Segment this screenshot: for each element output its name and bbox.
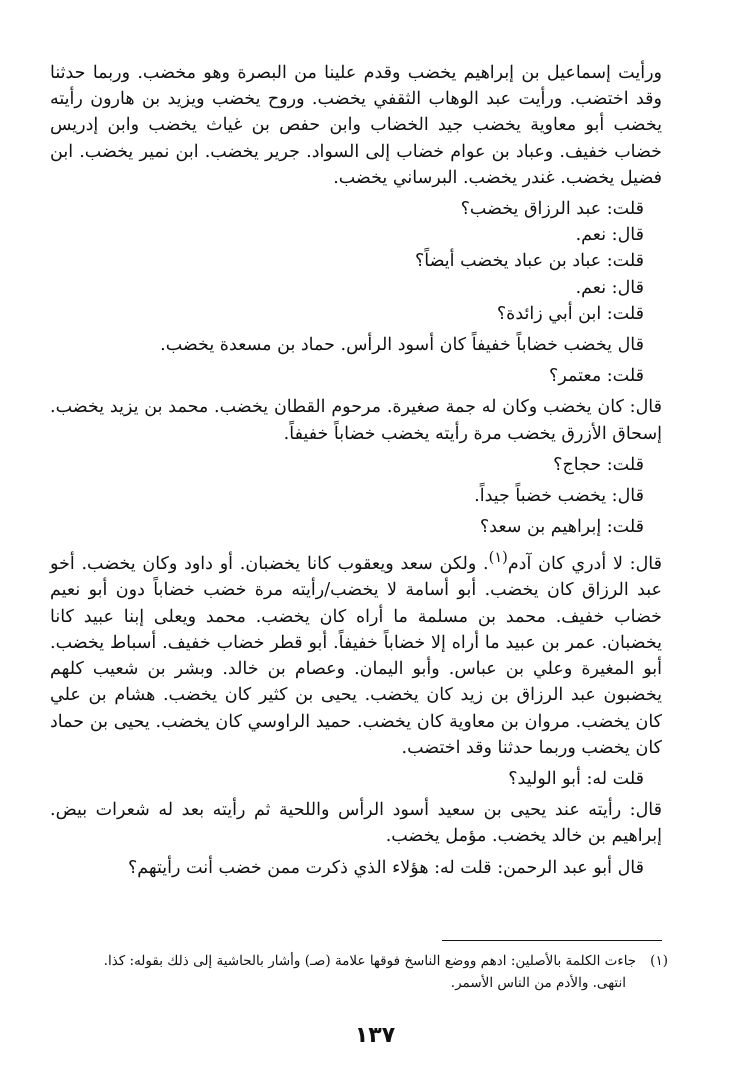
footnote-text-continued: انتهى. والأدم من الناس الأسمر. xyxy=(450,975,626,991)
dialogue-line: قال: يخضب خضباً جيداً. xyxy=(474,486,644,507)
footnote-text: جاءت الكلمة بالأصلين: ادهم ووضع الناسخ فوقها علامة (صـ) وأشار بالحاشية إلى ذلك بقوله: كذا. xyxy=(103,953,637,969)
footnote-line xyxy=(48,950,668,972)
dialogue-line: قلت: عبد الرزاق يخضب؟ xyxy=(460,199,644,220)
footnote-marker: (١) xyxy=(488,549,508,567)
dialogue-line: قلت: إبراهيم بن سعد؟ xyxy=(479,517,644,538)
dialogue-line: قال: نعم. xyxy=(575,225,644,246)
paragraph: ورأيت إسماعيل بن إبراهيم يخضب وقدم علينا من البصرة وهو مخضب. وربما حدثنا وقد اختضب. ورأيت عبد الوهاب الثقفي يخضب. وروح يخضب ويزيد بن هارون رأيته يخضب أبو معاوية يخضب جيد الخضاب وابن حفص بن غياث يخضب وابن إدريس خضاب خفيف. وعباد بن عوام خضاب إلى السواد. جرير يخضب. ابن نمير يخضب. ابن فضيل يخضب. غندر يخضب. البرساني يخضب. xyxy=(50,63,662,188)
main-text xyxy=(50,60,662,881)
footnote xyxy=(48,950,668,994)
page-number: ١٣٧ xyxy=(354,1023,396,1048)
dialogue-line: قلت: حجاج؟ xyxy=(553,454,644,475)
dialogue-line: قلت: عباد بن عباد يخضب أيضاً؟ xyxy=(415,251,644,272)
dialogue-line: قلت: معتمر؟ xyxy=(549,366,644,387)
dialogue-line: قال: نعم. xyxy=(575,277,644,298)
paragraph: قال: كان يخضب وكان له جمة صغيرة. مرحوم القطان يخضب. محمد بن يزيد يخضب. إسحاق الأزرق يخضب مرة رأيته يخضب خضاباً خفيفاً. xyxy=(50,397,662,444)
paragraph-rest: . ولكن سعد ويعقوب كانا يخضبان. أو داود وكان يخضب. أخو عبد الرزاق كان يخضب. أبو أسامة لا يخضب/رأيته مرة خضب خضاباً دون أبو نعيم خضاب خفيف. محمد بن مسلمة ما أراه كان يخضب. محمد ويعلى إبنا عبيد كانا يخضبان. عمر بن عبيد ما أراه إلا خضاباً خفيفاً. أبو قطر خضاب خفيف. أسباط يخضب. أبو المغيرة وعلي بن عباس. وأبو اليمان. وعصام بن خالد. وبشر بن شعيب كلهم يخضبون عبد الرزاق بن زيد كان يخضب. يحيى بن كثير كان يخضب. هشام بن علي كان يخضب. مروان بن معاوية كان يخضب. حميد الراوسي كان يخضب. يحيى بن حماد كان يخضب وربما حدثنا وقد اختضب. xyxy=(50,554,662,758)
paragraph: قال: رأيته عند يحيى بن سعيد أسود الرأس واللحية ثم رأيته بعد له شعرات بيض. إبراهيم بن خالد يخضب. مؤمل يخضب. xyxy=(50,800,662,847)
dialogue-line: قال يخضب خضاباً خفيفاً كان أسود الرأس. حماد بن مسعدة يخضب. xyxy=(160,335,644,356)
dialogue-line: قلت له: أبو الوليد؟ xyxy=(508,768,644,789)
dialogue-line: قلت: ابن أبي زائدة؟ xyxy=(496,303,644,324)
paragraph xyxy=(50,545,662,760)
dialogue-line: قال أبو عبد الرحمن: قلت له: هؤلاء الذي ذكرت ممن خضب أنت رأيتهم؟ xyxy=(128,857,644,878)
footnote-number: (١) xyxy=(650,953,668,969)
footnote-divider xyxy=(442,940,662,941)
paragraph-start: قال: لا أدري كان آدم xyxy=(507,554,662,575)
